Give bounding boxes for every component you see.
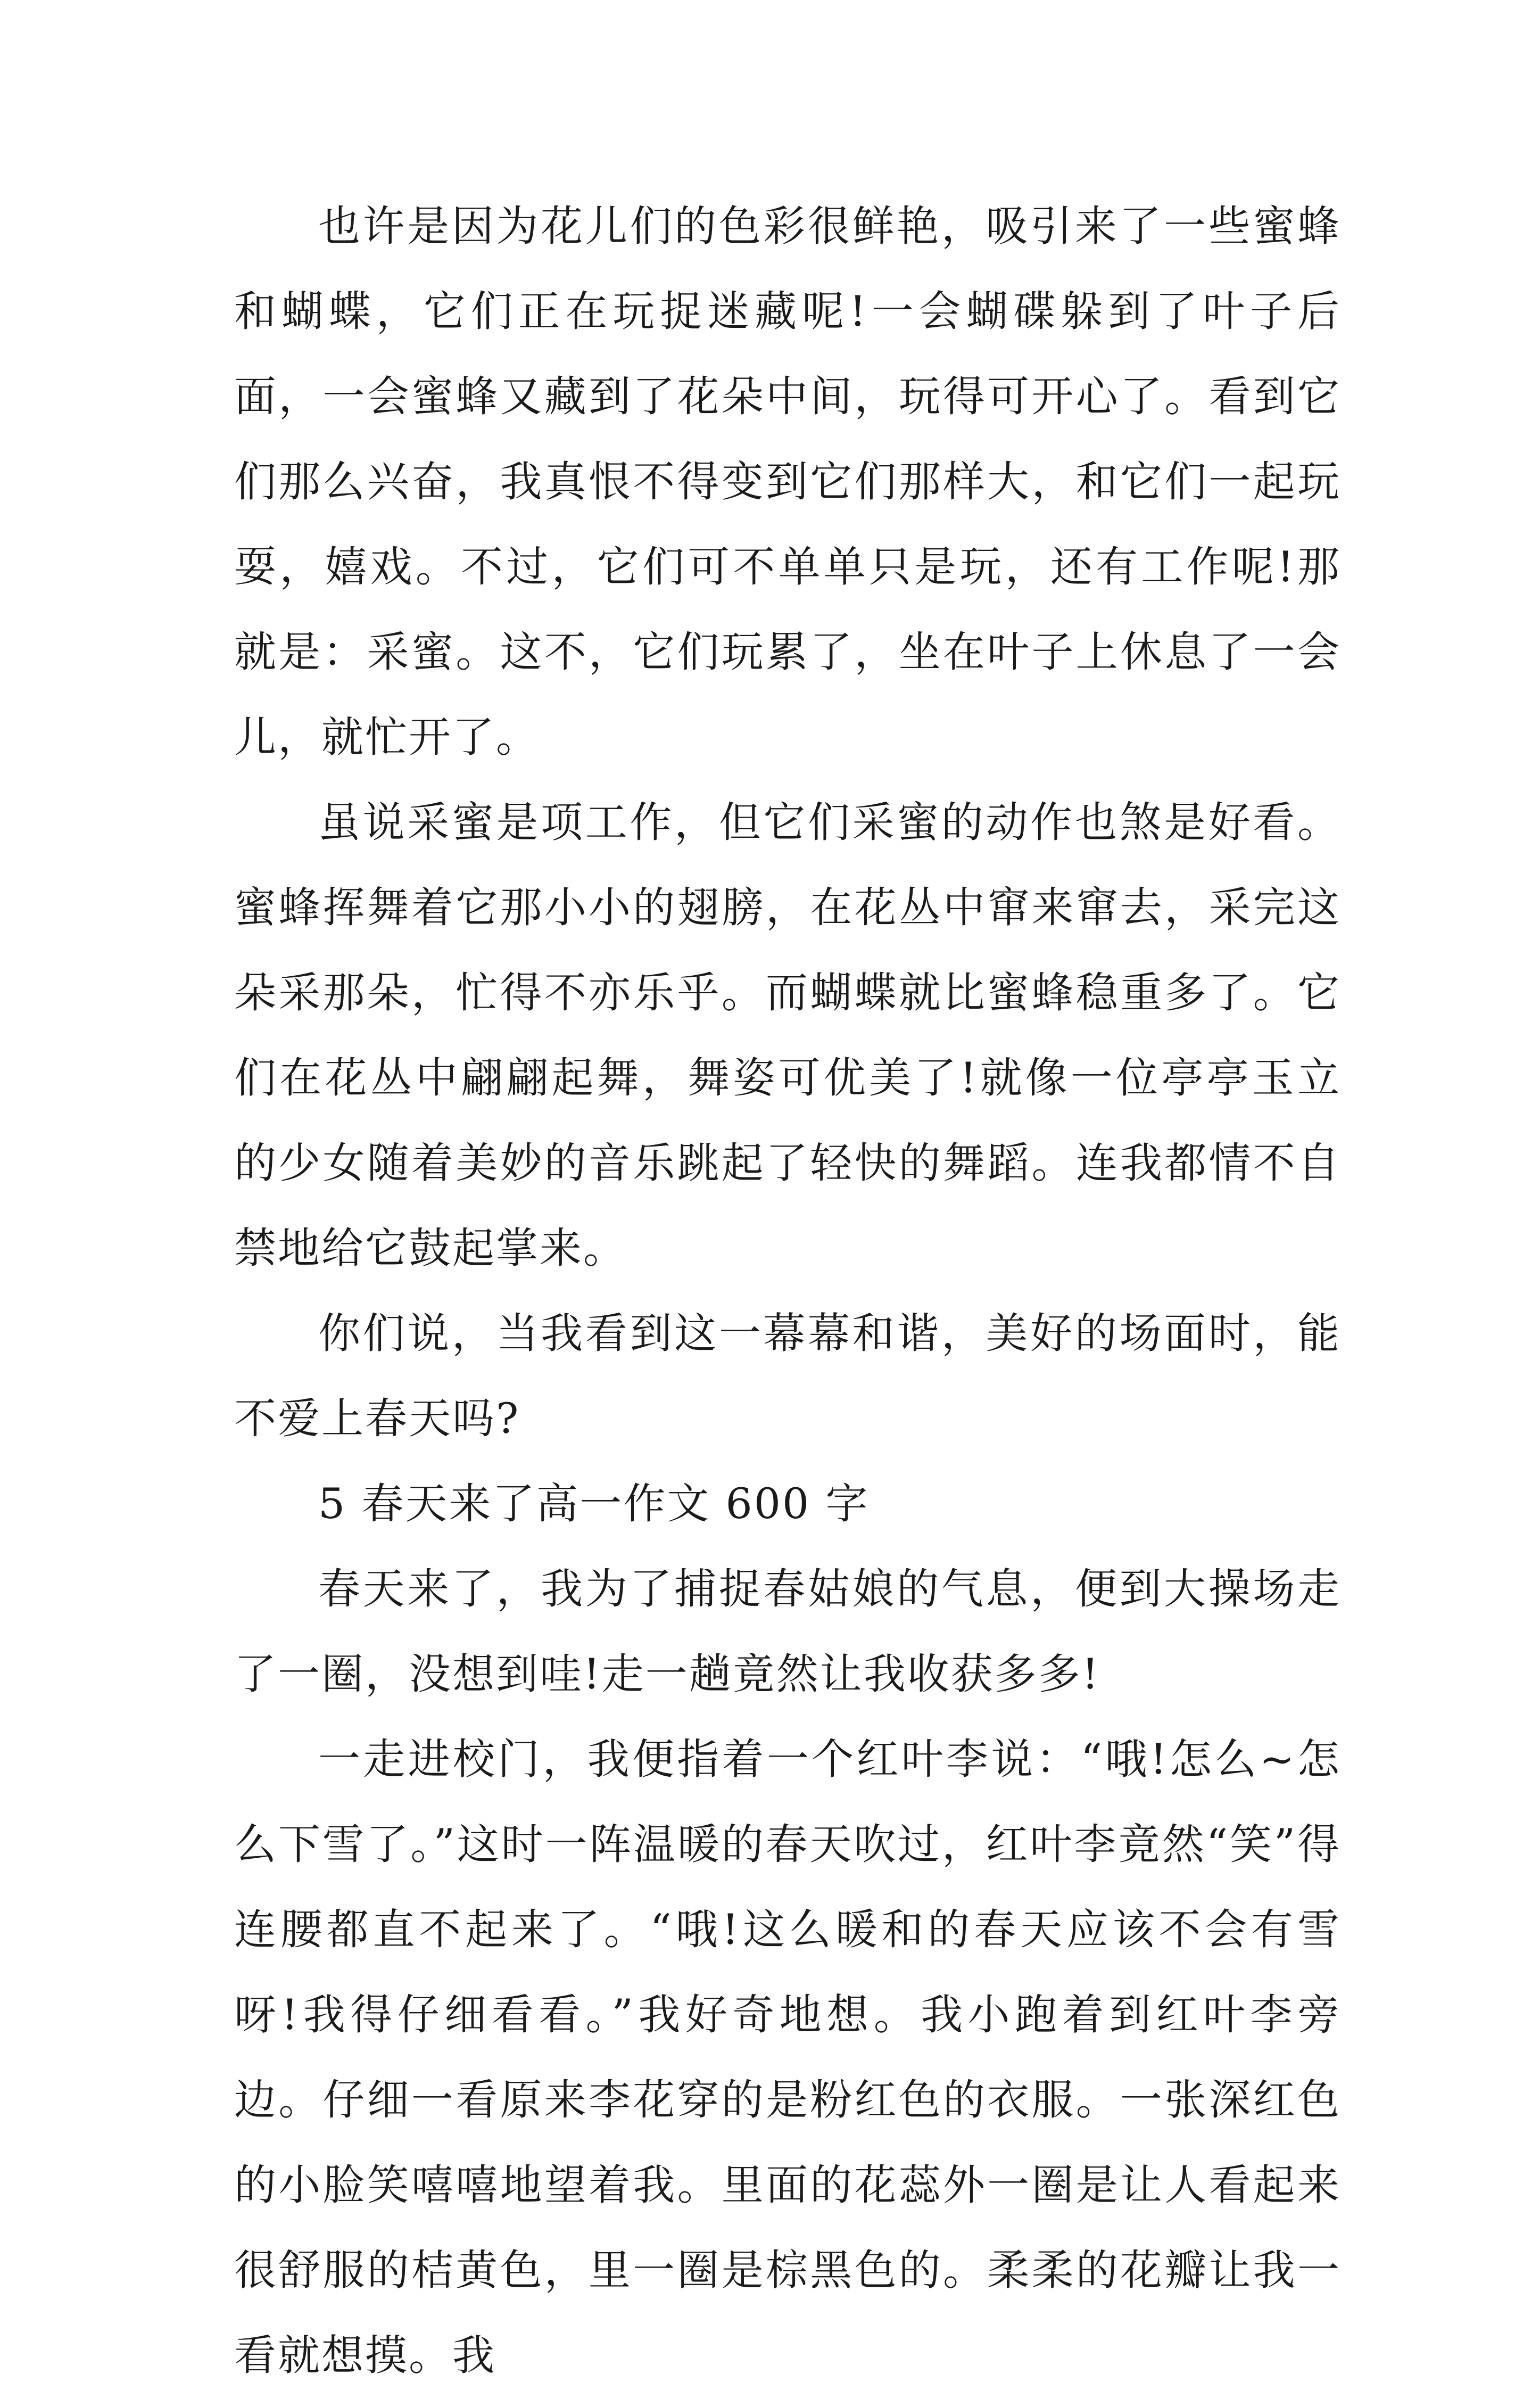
document-body — [234, 184, 1341, 2398]
paragraph-red-leaf-plum: 一走进校门，我便指着一个红叶李说：“哦!怎么~怎么下雪了。”这时一阵温暖的春天吹过，红叶李竟然“笑”得连腰都直不起来了。“哦!这么暖和的春天应该不会有雪呀!我得仔细看看。”我好奇地想。我小跑着到红叶李旁边。仔细一看原来李花穿的是粉红色的衣服。一张深红色的小脸笑嘻嘻地望着我。里面的花蕊外一圈是让人看起来很舒服的桔黄色，里一圈是棕黑色的。柔柔的花瓣让我一看就想摸。我 — [234, 1735, 1341, 2380]
paragraph-bees-butterflies: 也许是因为花儿们的色彩很鲜艳，吸引来了一些蜜蜂和蝴蝶，它们正在玩捉迷藏呢!一会蝴碟躲到了叶子后面，一会蜜蜂又藏到了花朵中间，玩得可开心了。看到它们那么兴奋，我真恨不得变到它们那样大，和它们一起玩耍，嬉戏。不过，它们可不单单只是玩，还有工作呢!那就是：采蜜。这不，它们玩累了，坐在叶子上休息了一会儿，就忙开了。 — [234, 202, 1341, 762]
paragraph-collecting-honey: 虽说采蜜是项工作，但它们采蜜的动作也煞是好看。蜜蜂挥舞着它那小小的翅膀，在花丛中窜来窜去，采完这朵采那朵，忙得不亦乐乎。而蝴蝶就比蜜蜂稳重多了。它们在花丛中翩翩起舞，舞姿可优美了!就像一位亭亭玉立的少女随着美妙的音乐跳起了轻快的舞蹈。连我都情不自禁地给它鼓起掌来。 — [234, 798, 1341, 1273]
paragraph-love-spring: 你们说，当我看到这一幕幕和谐，美好的场面时，能不爱上春天吗? — [234, 1309, 1341, 1443]
paragraph-spring-arrived: 春天来了，我为了捕捉春姑娘的气息，便到大操场走了一圈，没想到哇!走一趟竟然让我收获多多! — [234, 1564, 1341, 1699]
section-heading: 5 春天来了高一作文 600 字 — [318, 1479, 870, 1528]
